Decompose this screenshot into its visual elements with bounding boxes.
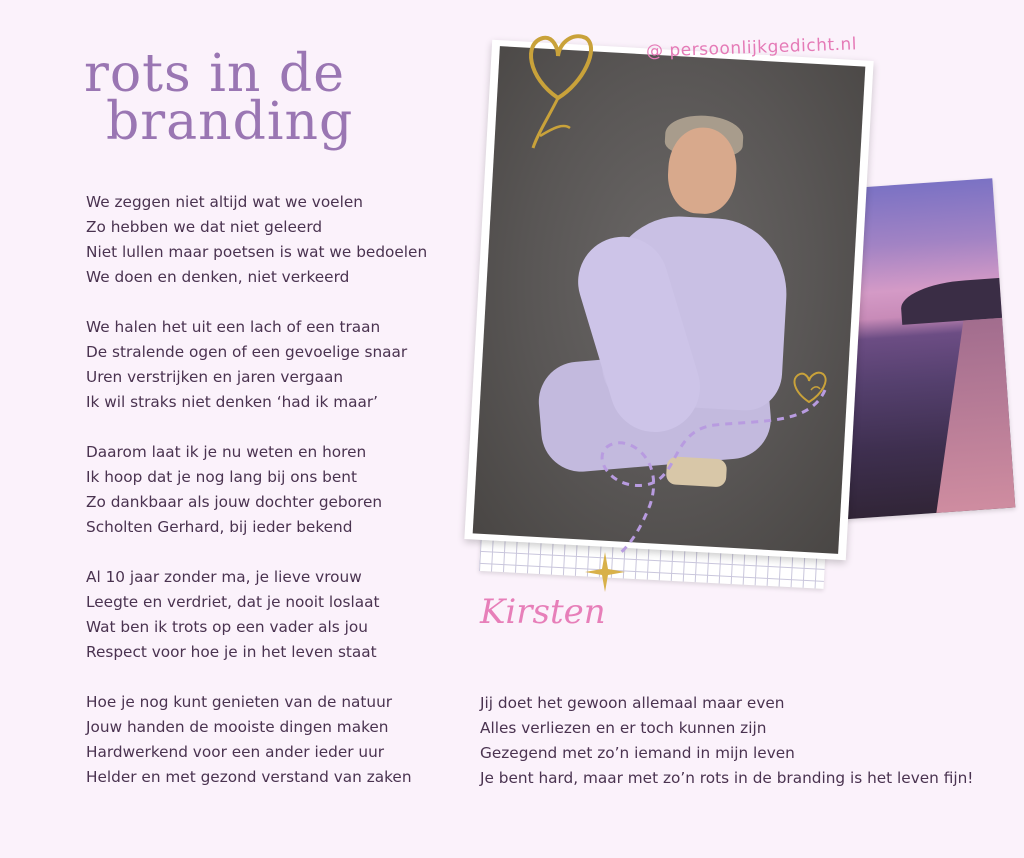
poem-line: We zeggen niet altijd wat we voelen <box>86 193 363 211</box>
sparkle-icon <box>583 550 627 594</box>
poem-line: Uren verstrijken en jaren vergaan <box>86 368 344 386</box>
poem-line: Je bent hard, maar met zo’n rots in de branding is het leven fijn! <box>480 769 974 787</box>
poem-line: We halen het uit een lach of een traan <box>86 318 381 336</box>
poem-line: Al 10 jaar zonder ma, je lieve vrouw <box>86 568 362 586</box>
poem-line: Jij doet het gewoon allemaal maar even <box>480 694 785 712</box>
gold-heart-icon <box>518 28 598 158</box>
stanza-5 <box>86 690 466 790</box>
poem-line: Respect voor hoe je in het leven staat <box>86 643 377 661</box>
poem-line: Wat ben ik trots op een vader als jou <box>86 618 368 636</box>
stanza-2 <box>86 315 466 415</box>
poem-left-column <box>86 190 466 815</box>
stanza-1 <box>86 190 466 290</box>
stanza-3 <box>86 440 466 540</box>
website-handle: @ persoonlijkgedicht.nl <box>645 34 858 62</box>
poem-line: Zo dankbaar als jouw dochter geboren <box>86 493 383 511</box>
poem-line: Ik hoop dat je nog lang bij ons bent <box>86 468 357 486</box>
poem-line: Helder en met gezond verstand van zaken <box>86 768 412 786</box>
title-line-2: branding <box>106 92 354 152</box>
poem-title <box>84 44 384 152</box>
signature: Kirsten <box>480 592 606 632</box>
poem-line: Daarom laat ik je nu weten en horen <box>86 443 367 461</box>
poem-line: Alles verliezen en er toch kunnen zijn <box>480 719 767 737</box>
poem-line: Gezegend met zo’n iemand in mijn leven <box>480 744 795 762</box>
title-line-1: rots in de <box>84 44 345 104</box>
poem-line: Hoe je nog kunt genieten van de natuur <box>86 693 393 711</box>
poem-line: De stralende ogen of een gevoelige snaar <box>86 343 408 361</box>
poem-line: Scholten Gerhard, bij ieder bekend <box>86 518 353 536</box>
poem-line: Leegte en verdriet, dat je nooit loslaat <box>86 593 380 611</box>
poem-line: Niet lullen maar poetsen is wat we bedoelen <box>86 243 428 261</box>
poem-line: Hardwerkend voor een ander ieder uur <box>86 743 385 761</box>
poem-line: Ik wil straks niet denken ‘had ik maar’ <box>86 393 379 411</box>
poem-right-column <box>480 691 1020 791</box>
poem-line: We doen en denken, niet verkeerd <box>86 268 350 286</box>
poem-line: Jouw handen de mooiste dingen maken <box>86 718 389 736</box>
dashed-path-decoration <box>570 385 840 560</box>
small-heart-icon <box>788 368 830 408</box>
shore-rocks <box>935 315 1015 519</box>
stanza-4 <box>86 565 466 665</box>
poem-line: Zo hebben we dat niet geleerd <box>86 218 323 236</box>
